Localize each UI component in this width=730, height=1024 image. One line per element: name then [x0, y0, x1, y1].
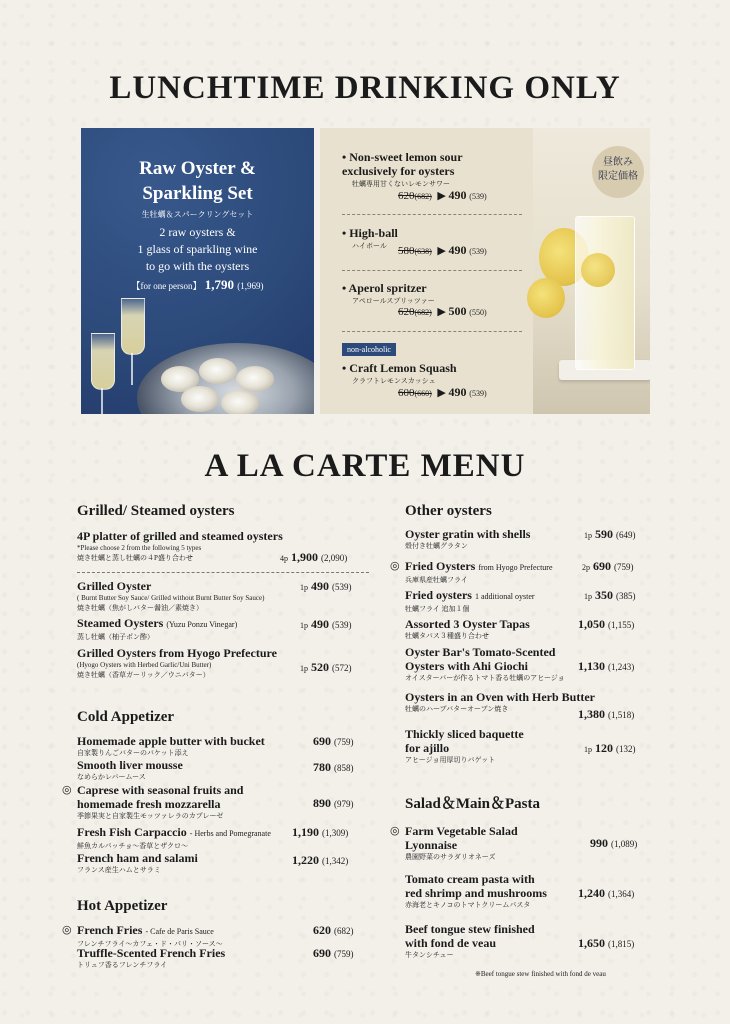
drink-jp: クラフトレモンスカッシュ — [352, 377, 436, 385]
item-jp: 農園野菜のサラダリオネーズ — [405, 853, 496, 861]
menu-item-caprese — [77, 783, 307, 821]
menu-item-truffle — [77, 946, 307, 970]
sparkling-glass-icon — [91, 333, 115, 390]
item-jp: 鮮魚カルパッチョ〜香草とザクロ〜 — [77, 842, 189, 850]
menu-item-ham — [77, 851, 297, 875]
item-name: French ham and salami — [77, 851, 198, 865]
footnote: ※Beef tongue stew finished with fond de veau — [475, 970, 606, 978]
price-apple-butter: 690 (759) — [313, 734, 354, 748]
drink-jp: アペロールスプリッツァー — [352, 297, 435, 305]
price-platter: 4p 1,900 (2,090) — [280, 550, 348, 564]
item-name: Homemade apple butter with bucket — [77, 734, 265, 748]
item-jp: トリュフ香るフレンチフライ — [77, 961, 168, 969]
menu-item-carpaccio — [77, 825, 307, 851]
item-name: Caprese with seasonal fruits and homemade fresh mozzarella — [77, 783, 244, 811]
drink-price: 620(682) ▶ 500 (550) — [398, 304, 487, 318]
item-jp: 牡蠣タパス３種盛り合わせ — [405, 632, 489, 640]
recommended-mark-icon: ◎ — [390, 825, 400, 837]
price-ahi: 1,130 (1,243) — [578, 659, 635, 673]
price-fried-add: 1p 350 (385) — [584, 588, 636, 602]
item-jp: 焼き牡蠣（香草ガーリック／ウニバター） — [77, 671, 210, 679]
item-name: Tomato cream pasta with red shrimp and mushrooms — [405, 872, 547, 900]
oyster-shell-icon — [236, 366, 274, 392]
oyster-shell-icon — [199, 358, 237, 384]
item-name: Truffle-Scented French Fries — [77, 946, 226, 960]
price-fries: 620 (682) — [313, 923, 354, 937]
item-jp: 自家製りんごバターのバケット添え — [77, 749, 189, 757]
divider — [342, 214, 522, 215]
menu-item-gratin — [405, 527, 585, 551]
drink-jp: ハイボール — [352, 242, 387, 250]
item-name: Grilled Oysters from Hyogo Prefecture — [77, 646, 277, 660]
item-jp: 殻付き牡蠣グラタン — [405, 542, 468, 550]
oyster-set-price: 【for one person】 1,790 (1,969) — [131, 277, 264, 292]
divider — [77, 572, 369, 573]
menu-item-fried-hyogo — [405, 559, 585, 585]
price-carpaccio: 1,190 (1,309) — [292, 825, 349, 839]
item-jp: 赤海老とキノコのトマトクリームパスタ — [405, 901, 531, 909]
menu-item-baguette — [405, 727, 585, 765]
lunch-title: LUNCHTIME DRINKING ONLY — [109, 70, 621, 106]
price-liver: 780 (858) — [313, 760, 354, 774]
drink-name: • High-ball — [342, 226, 398, 240]
item-name: Oyster gratin with shells — [405, 527, 531, 541]
price-hyogo-grilled: 1p 520 (572) — [300, 660, 352, 674]
item-name: Farm Vegetable Salad Lyonnaise — [405, 824, 518, 852]
item-name: Fried oysters 1 additional oyster — [405, 588, 535, 602]
oyster-shell-icon — [221, 390, 259, 414]
drink-jp: 牡蠣専用甘くないレモンサワー — [352, 180, 450, 188]
item-name: Grilled Oyster — [77, 579, 152, 593]
price-stew: 1,650 (1,815) — [578, 936, 635, 950]
item-jp: なめらかレバームース — [77, 773, 146, 781]
price-fried-hyogo: 2p 690 (759) — [582, 559, 634, 573]
item-note: *Please choose 2 from the following 5 types — [77, 544, 202, 552]
oyster-shell-icon — [181, 386, 219, 412]
oyster-set-jp: 生牡蠣＆スパークリングセット — [141, 210, 254, 219]
item-name: Assorted 3 Oyster Tapas — [405, 617, 530, 631]
lemon-slice-icon — [581, 253, 615, 287]
drink-name: • Aperol spritzer — [342, 281, 427, 295]
menu-item-ahi — [405, 645, 585, 683]
item-jp: 牡蠣フライ 追加１個 — [405, 605, 470, 613]
recommended-mark-icon: ◎ — [62, 924, 72, 936]
item-name: French Fries - Cafe de Paris Sauce — [77, 923, 214, 937]
menu-item-steamed — [77, 616, 307, 642]
drink-price: 580(638) ▶ 490 (539) — [398, 243, 487, 257]
item-jp: 牡蠣のハーブバターオーブン焼き — [405, 705, 509, 713]
lunch-limited-badge: 昼飲み 限定価格 — [592, 146, 644, 198]
item-name: Oyster Bar's Tomato-Scented Oysters with Ahi Giochi — [405, 645, 556, 673]
drinks-panel — [320, 128, 650, 414]
menu-item-pasta — [405, 872, 585, 910]
menu-item-tapas — [405, 617, 585, 641]
alacarte-title: A LA CARTE MENU — [204, 448, 526, 484]
recommended-mark-icon: ◎ — [390, 560, 400, 572]
oyster-set-desc: 2 raw oysters & 1 glass of sparkling wine to go with the oysters — [137, 225, 258, 273]
item-jp: フランス産生ハムとサラミ — [77, 866, 161, 874]
section-grilled: Grilled/ Steamed oysters — [77, 503, 235, 519]
item-jp: 季節果実と自家製生モッツァレラのカプレーゼ — [77, 812, 224, 820]
item-jp: 牛タンシチュー — [405, 951, 454, 959]
section-other: Other oysters — [405, 503, 492, 519]
drink-price: 600(660) ▶ 490 (539) — [398, 385, 487, 399]
item-jp: 兵庫県産牡蠣フライ — [405, 576, 468, 584]
oyster-set-panel — [81, 128, 314, 414]
price-oven: 1,380 (1,518) — [578, 707, 635, 721]
non-alcoholic-label: non-alcoholic — [342, 343, 396, 356]
drink-name: • Craft Lemon Squash — [342, 361, 457, 375]
section-salad: Salad＆Main＆Pasta — [405, 796, 541, 812]
glass-icon — [575, 216, 635, 370]
price-steamed: 1p 490 (539) — [300, 617, 352, 631]
price-truffle: 690 (759) — [313, 946, 354, 960]
item-name: Thickly sliced baquette for ajillo — [405, 727, 524, 755]
price-gratin: 1p 590 (649) — [584, 527, 636, 541]
price-grilled-oyster: 1p 490 (539) — [300, 579, 352, 593]
divider — [342, 270, 522, 271]
item-jp: アヒージョ用厚切りバゲット — [405, 756, 496, 764]
price-tapas: 1,050 (1,155) — [578, 617, 635, 631]
item-jp: 蒸し牡蠣（柚子ポン酢） — [77, 633, 154, 641]
item-name: Fried Oysters from Hyogo Prefecture — [405, 559, 553, 573]
section-cold: Cold Appetizer — [77, 709, 175, 725]
item-name: Smooth liver mousse — [77, 758, 183, 772]
item-jp: 焼き牡蠣（焦がしバター醤油／素焼き） — [77, 604, 203, 612]
section-hot: Hot Appetizer — [77, 898, 168, 914]
menu-item-fried-add — [405, 588, 585, 614]
divider — [342, 331, 522, 332]
drink-price: 620(682) ▶ 490 (539) — [398, 188, 487, 202]
item-name: Oysters in an Oven with Herb Butter — [405, 690, 595, 704]
oyster-set-title: Raw Oyster & Sparkling Set — [139, 158, 256, 204]
menu-item-salad — [405, 824, 585, 862]
price-caprese: 890 (979) — [313, 796, 354, 810]
menu-item-liver — [77, 758, 307, 782]
item-jp: 焼き牡蠣と蒸し牡蠣の４P盛り合わせ — [77, 554, 193, 562]
glass-stem — [131, 353, 133, 385]
drink-name: • Non-sweet lemon sour exclusively for oysters — [342, 150, 463, 178]
item-name: Fresh Fish Carpaccio - Herbs and Pomegranate — [77, 825, 271, 839]
item-note: ( Burnt Butter Soy Sauce/ Grilled without Burnt Butter Soy Sauce) — [77, 594, 265, 602]
item-name: Beef tongue stew finished with fond de veau — [405, 922, 535, 950]
item-name: 4P platter of grilled and steamed oysters — [77, 529, 283, 543]
glass-stem — [101, 388, 103, 414]
recommended-mark-icon: ◎ — [62, 784, 72, 796]
item-jp: オイスターバーが作るトマト香る牡蠣のアヒージョ — [405, 674, 565, 682]
price-ham: 1,220 (1,342) — [292, 853, 349, 867]
sparkling-glass-icon — [121, 298, 145, 355]
price-salad: 990 (1,089) — [590, 836, 638, 850]
price-pasta: 1,240 (1,364) — [578, 886, 635, 900]
item-name: Steamed Oysters (Yuzu Ponzu Vinegar) — [77, 616, 238, 630]
menu-item-apple-butter — [77, 734, 307, 758]
lemon-icon — [527, 278, 565, 318]
item-note: (Hyogo Oysters with Herbed Garlic/Uni Butter) — [77, 661, 212, 669]
item-jp: フレンチフライ〜カフェ・ド・パリ・ソース〜 — [77, 940, 223, 948]
price-baguette: 1p 120 (132) — [584, 741, 636, 755]
menu-item-stew — [405, 922, 585, 960]
